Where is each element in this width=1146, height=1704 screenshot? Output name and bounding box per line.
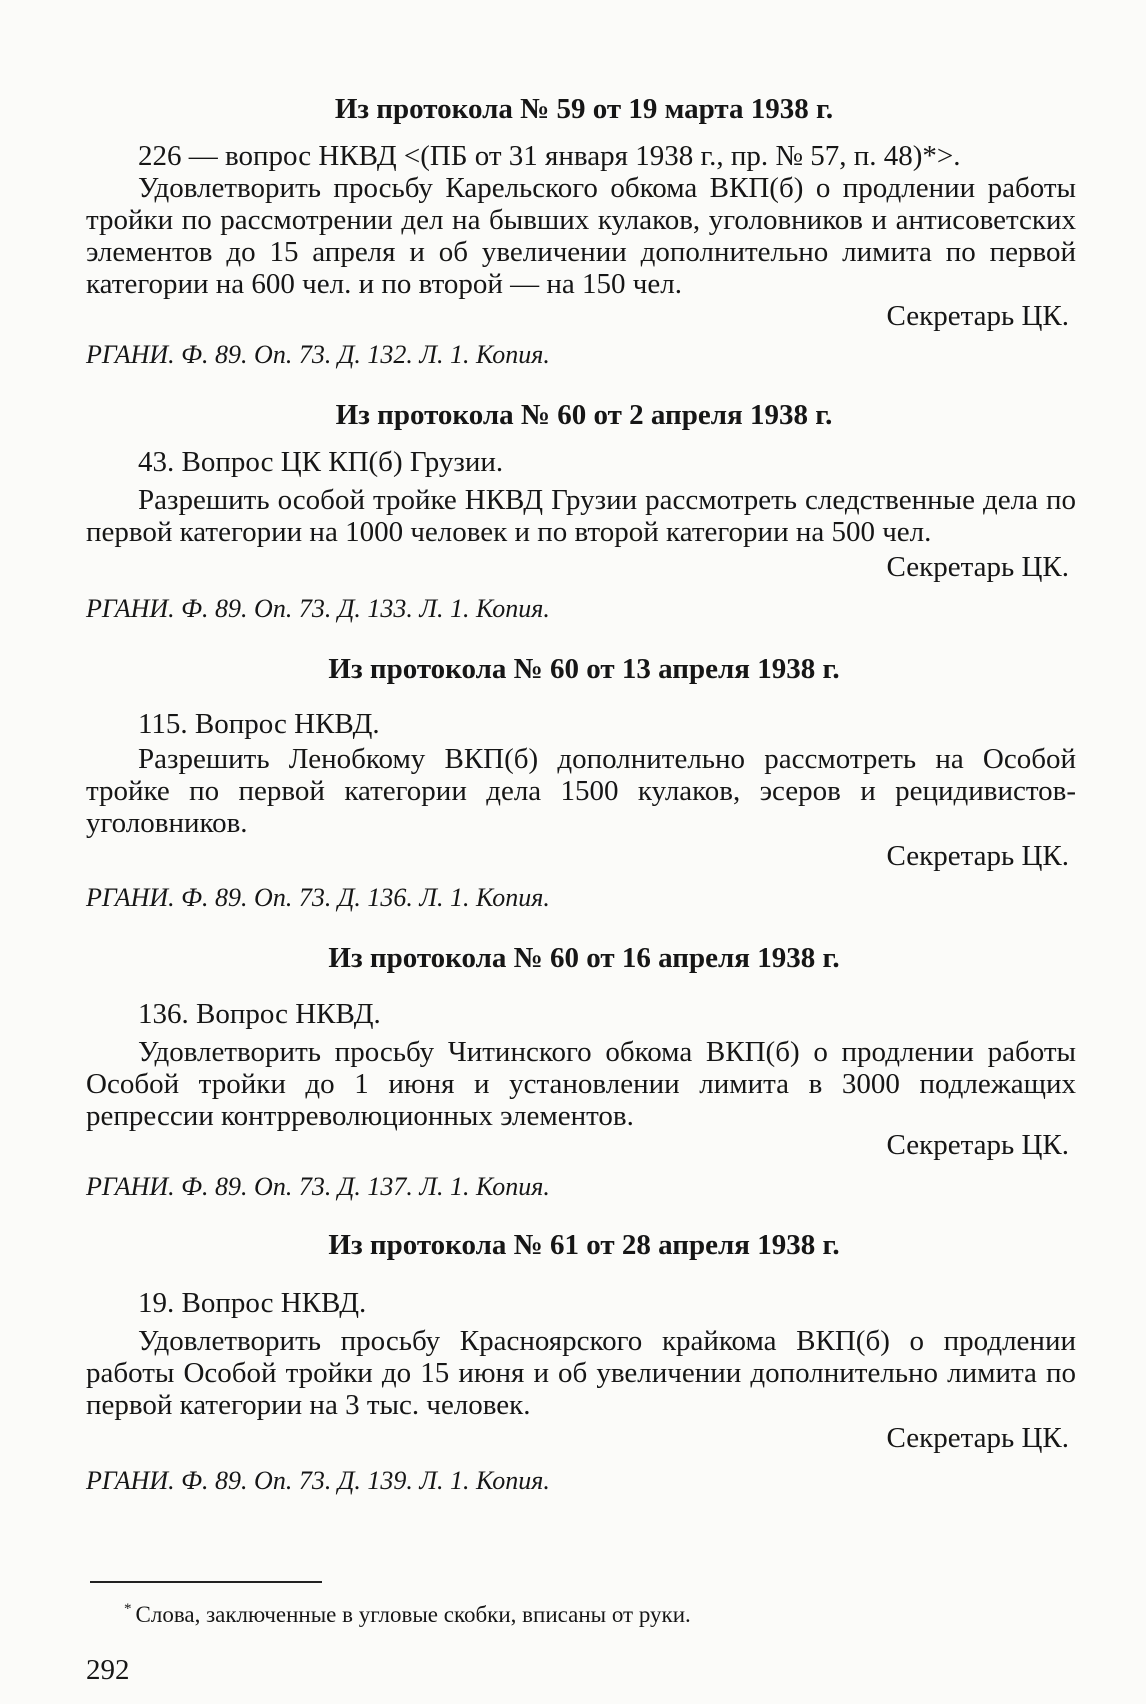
agenda-item: 226 — вопрос НКВД <(ПБ от 31 января 1938 г., пр. № 57, п. 48)*>. [138,140,961,172]
agenda-item: 43. Вопрос ЦК КП(б) Грузии. [138,446,504,478]
protocol-heading: Из протокола № 60 от 16 апреля 1938 г. [328,942,840,974]
archive-source: РГАНИ. Ф. 89. Оп. 73. Д. 139. Л. 1. Копия. [86,1466,550,1495]
resolution-text: Удовлетворить просьбу Читинского обкома ВКП(б) о продлении работы Особой тройки до 1 июня и установлении лимита в 3000 подлежащих репрессии контрреволюционных элементов. [86,1036,1076,1132]
protocol-heading: Из протокола № 61 от 28 апреля 1938 г. [328,1229,840,1261]
archive-source: РГАНИ. Ф. 89. Оп. 73. Д. 132. Л. 1. Копия. [86,340,550,369]
signature: Секретарь ЦК. [886,551,1069,583]
protocol-heading: Из протокола № 60 от 13 апреля 1938 г. [328,653,840,685]
signature: Секретарь ЦК. [886,840,1069,872]
footnote [124,1595,691,1629]
agenda-item: 19. Вопрос НКВД. [138,1287,367,1319]
resolution-text: Удовлетворить просьбу Карельского обкома ВКП(б) о продлении работы тройки по рассмотрении дел на бывших кулаков, уголовников и антисоветских элементов до 15 апреля и об увеличении дополнительно лимита по первой категории на 600 чел. и по второй — на 150 чел. [86,172,1076,300]
archive-source: РГАНИ. Ф. 89. Оп. 73. Д. 137. Л. 1. Копия. [86,1172,550,1201]
resolution-text: Разрешить особой тройке НКВД Грузии рассмотреть следственные дела по первой категории на 1000 человек и по второй категории на 500 чел. [86,484,1076,548]
page-number: 292 [86,1654,130,1686]
archive-source: РГАНИ. Ф. 89. Оп. 73. Д. 136. Л. 1. Копия. [86,883,550,912]
protocol-heading: Из протокола № 60 от 2 апреля 1938 г. [335,399,833,431]
signature: Секретарь ЦК. [886,1129,1069,1161]
archive-source: РГАНИ. Ф. 89. Оп. 73. Д. 133. Л. 1. Копия. [86,594,550,623]
footnote-divider [90,1581,322,1583]
resolution-text: Удовлетворить просьбу Красноярского крайкома ВКП(б) о продлении работы Особой тройки до 15 июня и об увеличении дополнительно лимита по первой категории на 3 тыс. человек. [86,1325,1076,1421]
footnote-mark: * [124,1601,132,1617]
agenda-item: 115. Вопрос НКВД. [138,708,380,740]
footnote-text: Слова, заключенные в угловые скобки, вписаны от руки. [135,1602,691,1627]
signature: Секретарь ЦК. [886,300,1069,332]
protocol-heading: Из протокола № 59 от 19 марта 1938 г. [334,93,834,125]
signature: Секретарь ЦК. [886,1422,1069,1454]
agenda-item: 136. Вопрос НКВД. [138,998,381,1030]
resolution-text: Разрешить Ленобкому ВКП(б) дополнительно рассмотреть на Особой тройке по первой категории дела 1500 кулаков, эсеров и рецидивистов-уголовников. [86,743,1076,839]
